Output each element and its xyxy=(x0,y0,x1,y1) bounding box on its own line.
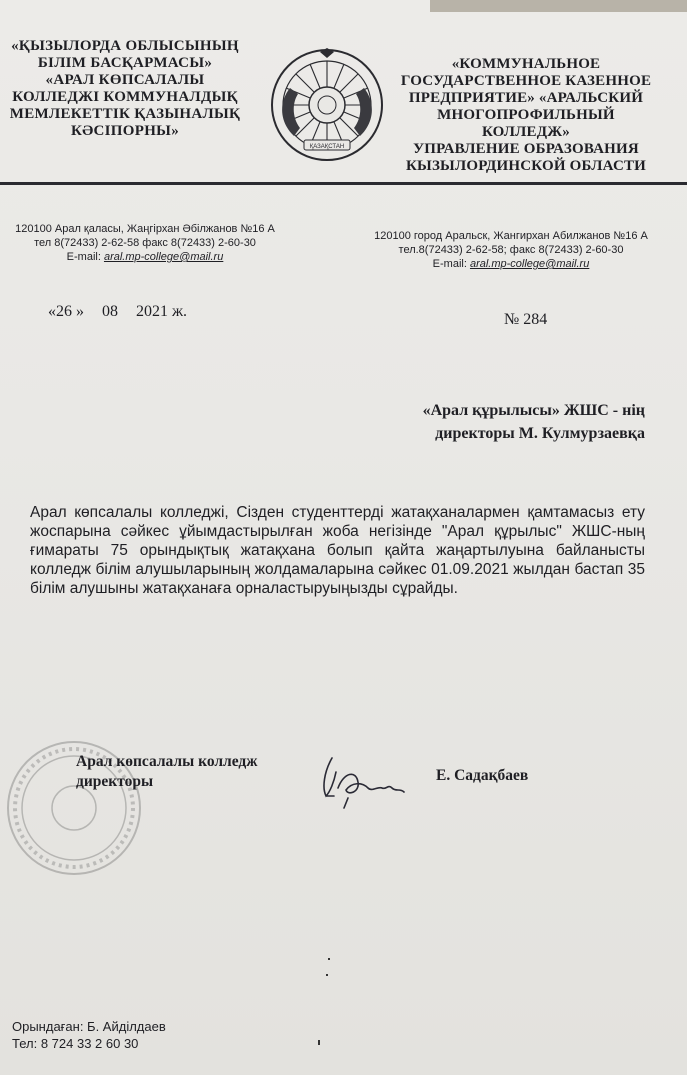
phone-kazakh: тел 8(72433) 2-62-58 факс 8(72433) 2-60-30 xyxy=(34,237,256,249)
header-divider xyxy=(0,182,687,185)
body-paragraph: Арал көпсалалы колледжі, Сізден студенттерді жатақханалармен қамтамасыз ету жоспарына сәйкес ұйымдастырылған жоба негізінде "Арал құрылыс" ЖШС-ның ғимараты 75 орындықтық жатақхана болып қайта жаңартылуына байланысты колледж білім алушыларының жолдамаларына сәйкес 01.09.2021 жылдан бастап 35 білім алушыны жатақханаға орналастыруыңызды сұрайды. xyxy=(30,504,645,597)
executor-info xyxy=(12,1018,166,1052)
header-line: КОЛЛЕДЖІ КОММУНАЛДЫҚ xyxy=(12,89,238,105)
header-left-kazakh xyxy=(0,38,250,140)
header-line: МНОГОПРОФИЛЬНЫЙ xyxy=(437,107,615,123)
signatory-title-line: директоры xyxy=(76,773,154,790)
contact-right xyxy=(355,229,667,271)
executor-phone: Тел: 8 724 33 2 60 30 xyxy=(12,1036,139,1051)
handwritten-signature-icon xyxy=(318,752,414,812)
signatory-title xyxy=(76,752,258,792)
state-emblem-icon xyxy=(270,48,384,162)
header-line: КОЛЛЕДЖ» xyxy=(481,124,571,140)
date-year: 2021 ж. xyxy=(136,303,188,320)
date-day: «26 » xyxy=(48,303,84,320)
speck xyxy=(326,974,328,976)
letter-number: № 284 xyxy=(504,311,548,328)
header-line: ГОСУДАРСТВЕННОЕ КАЗЕННОЕ xyxy=(400,73,652,89)
letter-body xyxy=(30,503,645,598)
addressee-line: директоры М. Кулмурзаевқа xyxy=(435,425,645,442)
letter-date xyxy=(48,303,187,321)
header-line: КӘСІПОРНЫ» xyxy=(70,123,180,139)
address-russian: 120100 город Аральск, Жангирхан Абилжанов №16 А xyxy=(374,230,648,242)
signatory-title-line: Арал көпсалалы колледж xyxy=(76,753,258,770)
email-row xyxy=(0,250,290,264)
email-link[interactable]: aral.mp-college@mail.ru xyxy=(469,258,590,270)
phone-russian: тел.8(72433) 2-62-58; факс 8(72433) 2-60-30 xyxy=(398,244,624,256)
email-row xyxy=(355,257,667,271)
header-line: «КОММУНАЛЬНОЕ xyxy=(451,56,601,72)
speck xyxy=(328,958,330,960)
addressee-line: «Арал құрылысы» ЖШС - нің xyxy=(422,402,645,419)
header-line: «ҚЫЗЫЛОРДА ОБЛЫСЫНЫҢ xyxy=(11,38,239,54)
header-line: «АРАЛ КӨПСАЛАЛЫ xyxy=(45,72,205,88)
email-label: E-mail: xyxy=(432,258,470,270)
date-month: 08 xyxy=(102,303,118,320)
email-label: E-mail: xyxy=(66,251,104,263)
header-line: КЫЗЫЛОРДИНСКОЙ ОБЛАСТИ xyxy=(405,158,647,174)
header-right-russian xyxy=(395,56,657,175)
speck xyxy=(318,1040,320,1045)
executor-name: Орындаған: Б. Айділдаев xyxy=(12,1019,166,1034)
header-line: БІЛІМ БАСҚАРМАСЫ» xyxy=(37,55,213,71)
header-line: ПРЕДПРИЯТИЕ» «АРАЛЬСКИЙ xyxy=(408,90,644,106)
contact-left xyxy=(0,222,290,264)
header-line: МЕМЛЕКЕТТІК ҚАЗЫНАЛЫҚ xyxy=(9,106,241,122)
header-line: УПРАВЛЕНИЕ ОБРАЗОВАНИЯ xyxy=(413,141,639,157)
background-edge xyxy=(430,0,687,12)
emblem-ribbon-text: ҚАЗАҚСТАН xyxy=(309,144,345,150)
signer-name: Е. Садақбаев xyxy=(436,767,529,784)
email-link[interactable]: aral.mp-college@mail.ru xyxy=(103,251,224,263)
addressee xyxy=(360,399,645,445)
address-kazakh: 120100 Арал қаласы, Жаңгірхан Әбілжанов №16 А xyxy=(15,223,275,235)
